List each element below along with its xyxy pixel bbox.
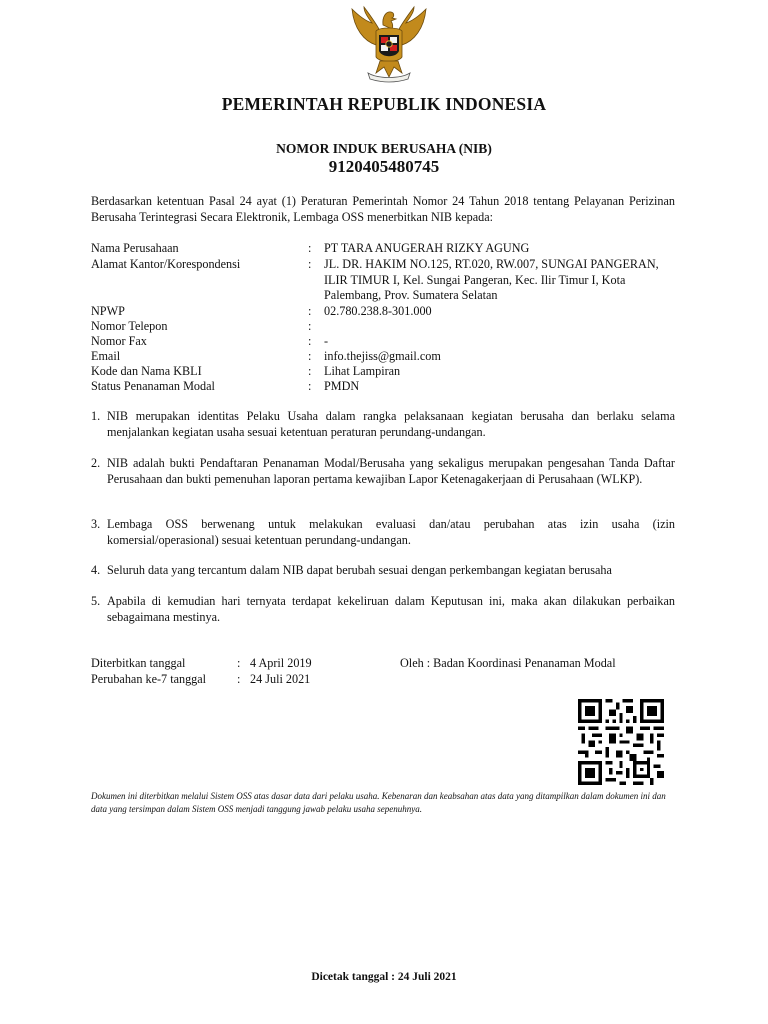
- field-label: Kode dan Nama KBLI: [91, 364, 202, 378]
- change-label: Perubahan ke-7 tanggal: [91, 672, 207, 686]
- field-label: Email: [91, 349, 121, 363]
- field-colon: :: [308, 257, 312, 271]
- field-value: Lihat Lampiran: [324, 364, 401, 378]
- change-date: 24 Juli 2021: [250, 672, 311, 686]
- qr-code-icon[interactable]: [578, 699, 664, 785]
- field-colon: :: [308, 304, 312, 318]
- garuda-pancasila-emblem-icon: [346, 5, 432, 85]
- nib-number: 9120405480745: [328, 157, 440, 176]
- field-value: PMDN: [324, 379, 360, 393]
- note-item: [91, 517, 675, 548]
- issuer-text: Oleh : Badan Koordinasi Penanaman Modal: [400, 656, 616, 670]
- issued-label: Diterbitkan tanggal: [91, 656, 186, 670]
- note-number: 5.: [91, 594, 101, 608]
- intro-paragraph: Berdasarkan ketentuan Pasal 24 ayat (1) Peraturan Pemerintah Nomor 24 Tahun 2018 tentang Pelayanan Perizinan Berusaha Terintegrasi Secara Elektronik, Lembaga OSS menerbitkan NIB kepada:: [91, 194, 675, 224]
- note-item: [91, 594, 675, 625]
- printed-date: Dicetak tanggal : 24 Juli 2021: [311, 971, 457, 983]
- field-value: PT TARA ANUGERAH RIZKY AGUNG: [324, 241, 530, 255]
- field-colon: :: [308, 364, 312, 378]
- note-item: [91, 563, 675, 579]
- note-number: 2.: [91, 456, 101, 470]
- field-value: 02.780.238.8-301.000: [324, 304, 432, 318]
- government-title: PEMERINTAH REPUBLIK INDONESIA: [221, 94, 547, 114]
- field-value: JL. DR. HAKIM NO.125, RT.020, RW.007, SUNGAI PANGERAN, ILIR TIMUR I, Kel. Sungai Pangeran, Kec. Ilir Timur I, Kota Palembang, Prov. Sumatera Selatan: [324, 257, 659, 302]
- issued-colon: :: [237, 656, 241, 670]
- field-label: Nomor Fax: [91, 334, 147, 348]
- field-value: info.thejiss@gmail.com: [324, 349, 441, 363]
- field-label: Nomor Telepon: [91, 319, 168, 333]
- note-text: Apabila di kemudian hari ternyata terdapat kekeliruan dalam Keputusan ini, maka akan dilakukan perbaikan sebagaimana mestinya.: [107, 594, 675, 624]
- disclaimer-note: Dokumen ini diterbitkan melalui Sistem OSS atas dasar data dari pelaku usaha. Kebenaran dan keabsahan atas data yang ditampilkan dalam dokumen ini dan data yang tersimpan dalam Sistem OSS menjadi tanggung jawab pelaku usaha sepenuhnya.: [91, 791, 666, 814]
- field-colon: :: [308, 241, 312, 255]
- issued-date: 4 April 2019: [250, 656, 312, 670]
- field-label: Alamat Kantor/Korespondensi: [91, 257, 241, 271]
- field-colon: :: [308, 379, 312, 393]
- field-label: Status Penanaman Modal: [91, 379, 215, 393]
- note-text: NIB adalah bukti Pendaftaran Penanaman Modal/Berusaha yang sekaligus merupakan pengesahan Tanda Daftar Perusahaan dan bukti pemenuhan laporan pertama kewajiban Lapor Ketenagakerjaan di Perusahaan (WLKP).: [107, 456, 675, 486]
- change-colon: :: [237, 672, 241, 686]
- field-value: -: [324, 334, 329, 348]
- field-label: NPWP: [91, 304, 125, 318]
- field-label: Nama Perusahaan: [91, 241, 179, 255]
- note-number: 4.: [91, 563, 101, 577]
- note-item: [91, 456, 675, 487]
- note-item: [91, 409, 675, 440]
- note-text: Seluruh data yang tercantum dalam NIB dapat berubah sesuai dengan perkembangan kegiatan berusaha: [107, 563, 612, 577]
- note-text: NIB merupakan identitas Pelaku Usaha dalam rangka pelaksanaan kegiatan berusaha dan berlaku selama menjalankan kegiatan usaha sesuai ketentuan peraturan perundang-undangan.: [107, 409, 675, 439]
- field-colon: :: [308, 319, 312, 333]
- field-colon: :: [308, 349, 312, 363]
- nib-label: NOMOR INDUK BERUSAHA (NIB): [276, 141, 492, 156]
- field-colon: :: [308, 334, 312, 348]
- note-number: 3.: [91, 517, 101, 531]
- note-text: Lembaga OSS berwenang untuk melakukan evaluasi dan/atau perubahan atas izin usaha (izin komersial/operasional) sesuai ketentuan perundang-undangan.: [107, 517, 675, 547]
- note-number: 1.: [91, 409, 101, 423]
